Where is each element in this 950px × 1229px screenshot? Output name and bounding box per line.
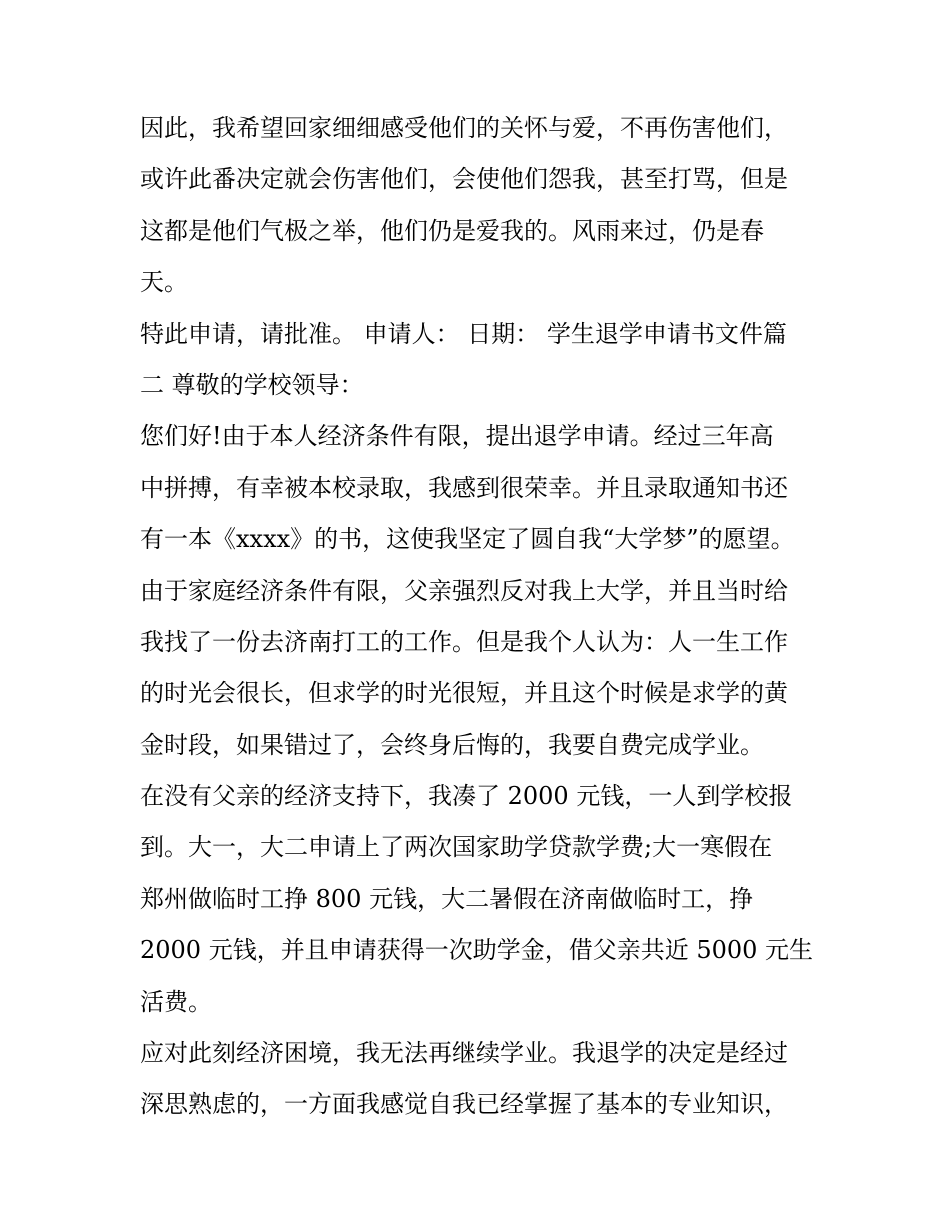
text-line: 活费。 xyxy=(140,987,212,1016)
text-line: 二 尊敬的学校领导： xyxy=(140,370,364,399)
text-line: 或许此番决定就会伤害他们，会使他们怨我，甚至打骂，但是 xyxy=(140,165,788,194)
text-line: 您们好!由于本人经济条件有限，提出退学申请。经过三年高 xyxy=(140,422,774,451)
text-line: 有一本《xxxx》的书，这使我坚定了圆自我“大学梦”的愿望。 xyxy=(140,525,795,554)
document-body xyxy=(140,103,820,1131)
text-line: 金时段，如果错过了，会终身后悔的，我要自费完成学业。 xyxy=(140,730,764,759)
text-line: 这都是他们气极之举，他们仍是爱我的。风雨来过，仍是春 xyxy=(140,216,764,245)
text-line: 到。大一，大二申请上了两次国家助学贷款学费;大一寒假在 xyxy=(140,833,773,862)
text-line: 天。 xyxy=(140,268,188,297)
text-line: 由于家庭经济条件有限，父亲强烈反对我上大学，并且当时给 xyxy=(140,576,788,605)
text-line: 应对此刻经济困境，我无法再继续学业。我退学的决定是经过 xyxy=(140,1039,788,1068)
text-line: 在没有父亲的经济支持下，我凑了 2000 元钱，一人到学校报 xyxy=(140,782,793,811)
text-line: 中拼搏，有幸被本校录取，我感到很荣幸。并且录取通知书还 xyxy=(140,473,788,502)
text-line: 我找了一份去济南打工的工作。但是我个人认为：人一生工作 xyxy=(140,627,788,656)
text-line: 2000 元钱，并且申请获得一次助学金，借父亲共近 5000 元生 xyxy=(140,936,814,965)
text-line: 特此申请，请批准。 申请人： 日期： 学生退学申请书文件篇 xyxy=(140,319,787,348)
text-line: 的时光会很长，但求学的时光很短，并且这个时候是求学的黄 xyxy=(140,679,788,708)
text-line: 郑州做临时工挣 800 元钱，大二暑假在济南做临时工，挣 xyxy=(140,884,754,913)
text-line: 深思熟虑的，一方面我感觉自我已经掌握了基本的专业知识， xyxy=(140,1090,788,1119)
text-line: 因此，我希望回家细细感受他们的关怀与爱，不再伤害他们， xyxy=(140,114,788,142)
